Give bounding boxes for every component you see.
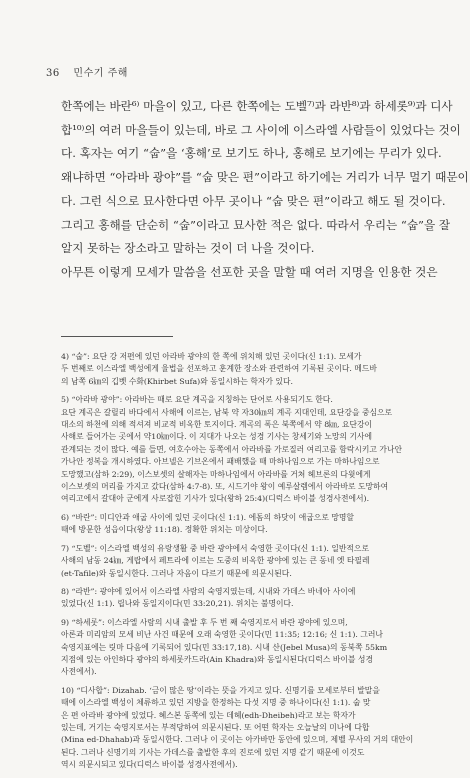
footnote — [61, 394, 429, 506]
footnote-line: 대소의 하천에 의해 적셔져 비교적 비옥한 토지이다. 계곡의 폭은 북쪽에서 약 8㎞, 요단강이 — [61, 420, 373, 430]
footnote — [61, 351, 429, 388]
footnotes-block — [61, 351, 429, 778]
footnote-line: 두 번째로 이스라엘 백성에게 율법을 선포하고 훈계한 장소와 관련하여 기록된 곳이다. 메드바 — [61, 364, 377, 374]
body-line: 다. 혹자는 여기 “숩”을 ‘홍해’로 보기도 하나, 홍해로 보기에는 무리가 있다. — [61, 146, 442, 161]
footnote-line: 지점에 있는 아인하다 광야의 하세롯카드라(Ain Khadra)와 동일시된다(디럭스 바이블 성경 — [61, 654, 373, 664]
footnote-line: 10) “디사합”: Dizahab. ‘금이 많은 땅’이라는 뜻을 가지고 있다. 신명기를 모세로부터 발말을 — [61, 685, 380, 695]
footnote — [61, 543, 429, 580]
footnote-line: 여리고에서 갈대아 군에게 사로잡힌 기사가 있다(왕하 25:4)(디럭스 바이블 성경사전에서). — [61, 494, 370, 504]
footnote-line: 이스보셋의 머리를 가지고 갔다(삼하 4:7-8). 또, 시드기야 왕이 예루살렘에서 아라바로 도망하여 — [61, 482, 389, 492]
footnote-line: 된다. 그러나 신명기의 기사는 가데스를 출발한 후의 진로에 있던 지명 같기 때문에 이것도 — [61, 747, 365, 757]
footnote-line: 5) “아라바 광야”: 아라바는 때로 요단 계곡을 지칭하는 단어로 사용되기도 한다. — [61, 395, 333, 405]
footnote-line: 사전에서). — [61, 667, 97, 677]
footnote-line: 관계되는 것이 많다. 예를 들면, 여호수아는 동쪽에서 아라바를 가로질러 여리고를 함락시키고 가나안 — [61, 444, 403, 454]
footnote — [61, 617, 429, 679]
body-line: 알지 못하는 장소라고 말하는 것이 더 나을 것이다. — [61, 241, 315, 256]
body-line: 왜냐하면 “아라바 광야”를 “숩 맞은 편”이라고 하기에는 거리가 너무 멀기 때문이 — [61, 170, 469, 185]
footnote-line: 숙영지표에는 릿마 다음에 기록되어 있다(민 33:17,18). 시내 산(Jebel Musa)의 동북쪽 55km — [61, 642, 388, 652]
footnote-line: 역시 의문시되고 있다(디럭스 바이블 성경사전에서). — [61, 760, 238, 770]
footnote-line: (Mina ed-Dhahab)과 동일시한다. 그러나 이 곳이는 아카바만 동안에 있으며, 제벨 무사의 거의 대안이 — [61, 735, 414, 745]
page-number: 36 — [46, 68, 60, 79]
footnote-line: 4) “숩”: 요단 강 저편에 있던 아라바 광야의 한 쪽에 위치해 있던 곳이다(신 1:1). 모세가 — [61, 352, 362, 361]
body-line: 그리고 홍해를 단순히 “숩”이라고 묘사한 적은 없다. 따라서 우리는 “숩”을 잘 — [61, 217, 451, 232]
footnote-line: 요단 계곡은 갈릴리 바다에서 사해에 이르는, 남북 약 자30㎞의 계곡 지대인데, 요단강을 중심으로 — [61, 407, 393, 417]
body-line: 아무튼 이렇게 모세가 말씀을 선포한 곳을 말할 때 여러 지명을 인용한 것은 — [61, 264, 438, 279]
footnote-line: 의 남쪽 6㎞의 깁벳 수화(Khirbet Sufa)와 동일시하는 학자가 있다. — [61, 376, 293, 386]
footnote-line: 있는데, 거기는 숙영지로서는 부적당하여 의문시된다. 또 어떤 학자는 오늘날의 미나에 다합 — [61, 722, 370, 732]
footnote-line: 아론과 미리암의 모세 비난 사건 때문에 오래 숙영한 곳이다(민 11:35; 12:16; 신 1:1). 그러나 — [61, 630, 383, 640]
footnote-line: 은 편 아라바 광야에 있었다. 혜스본 동쪽에 있는 데헤(edh-Dheibeh)라고 보는 학자가 — [61, 710, 356, 720]
footnote-line: 도망했고(삼하 2:29), 이스보셋의 살해자는 마하나임에서 아라바를 거쳐 헤브론의 다윗에게 — [61, 469, 371, 479]
footnote-line: 때에 이스라엘 백성이 체류하고 있던 지방을 한정하는 다섯 지명 중 하나이다(신 1:1). 숩 맞 — [61, 698, 371, 708]
footnote-line: 6) “바란”: 미디안과 애굽 사이에 있던 곳이다(신 1:1). 에돔의 하닷이 애굽으로 망명할 — [61, 512, 354, 522]
body-line: 다. 그런 식으로 묘사한다면 아무 곳이나 “숩 맞은 편”이라고 해도 될 것이다. — [61, 193, 446, 208]
footnote-line: 때에 방문한 성읍이다(왕상 11:18). 정확한 위치는 미상이다. — [61, 525, 268, 535]
footnote-line: 9) “하세롯”: 이스라엘 사람의 시내 출발 후 두 번 째 숙영지로서 바란 광야에 있으며, — [61, 617, 348, 627]
footnote-line: 사해의 남동 24㎞, 게랍에서 페트라에 이르는 도중의 비옥한 광야에 있는 큰 동네 엣 타필레 — [61, 556, 370, 566]
body-line: 합¹⁰⁾의 여러 마을들이 있는데, 바로 그 사이에 이스라엘 사람들이 있었다는 것이 — [61, 122, 461, 137]
footnote-line: (et-Tafile)와 동일시한다. 그러나 자음이 다르기 때문에 의문시된다. — [61, 568, 292, 578]
footnote-line: 가나안 정복을 개시하였다. 아브넬은 기브온에서 패배했을 때 마하나임으로 가는 마하나임으로 — [61, 457, 380, 467]
page-header — [46, 64, 128, 79]
footnote-line: 있었다(신 1:1). 립나와 동일지이다(민 33:20,21). 위치는 불명이다. — [61, 599, 294, 609]
footnote — [61, 685, 429, 772]
running-title: 민수기 주해 — [73, 68, 128, 79]
footnote-line: 사해로 들어가는 곳에서 약10㎞이다. 이 지대가 나오는 성경 기사는 창세기와 노망의 기사에 — [61, 432, 373, 442]
footnote-line: 7) “도벨”: 이스라엘 백성의 유랑생활 중 바란 광야에서 숙영한 곳이다(신 1:1). 일반적으로 — [61, 543, 369, 553]
main-text-block — [61, 95, 469, 285]
footnote — [61, 512, 429, 537]
footnote-separator — [61, 336, 173, 337]
footnote-line: 8) “라반”: 광야에 있어서 이스라엘 사람의 숙영지였는데, 시내와 가데스 바네아 사이에 — [61, 586, 356, 596]
footnote — [61, 586, 429, 611]
body-line: 한쪽에는 바란⁶⁾ 마을이 있고, 다른 한쪽에는 도벨⁷⁾과 라반⁸⁾과 하세롯⁹⁾과 디사 — [61, 99, 453, 113]
